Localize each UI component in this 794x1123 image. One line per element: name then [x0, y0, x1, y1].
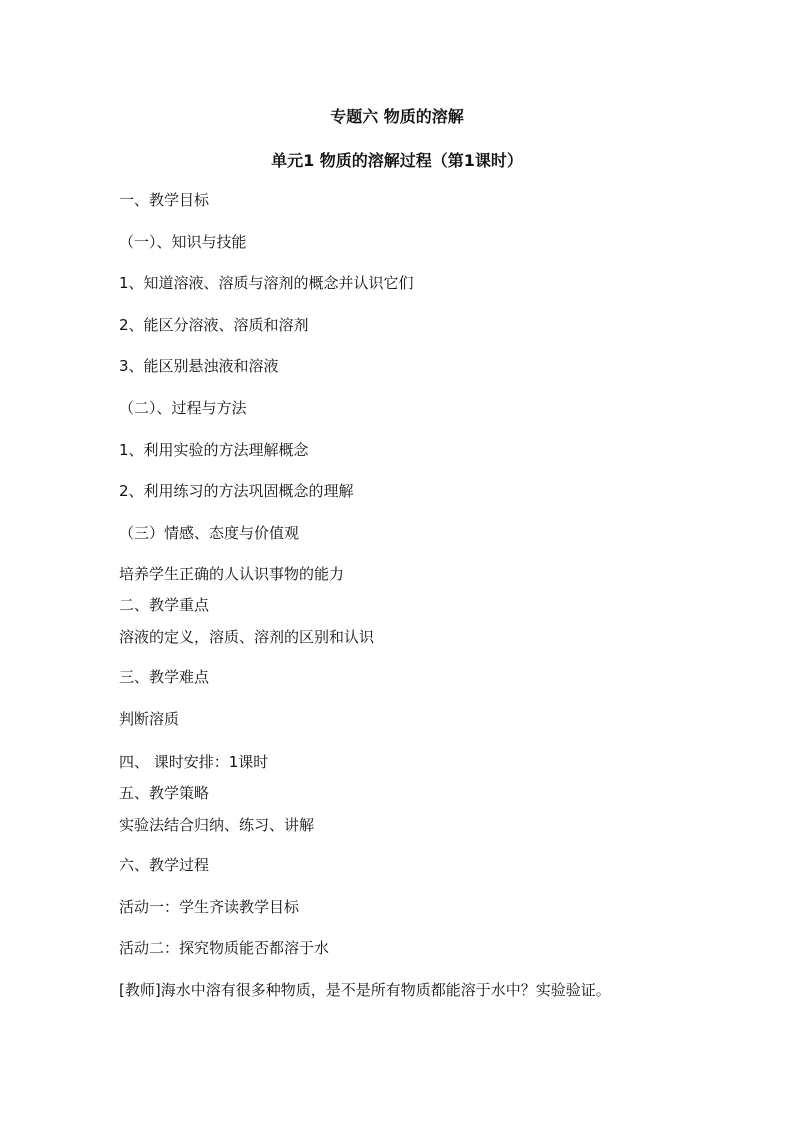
section-heading-difficulties: 三、教学难点: [119, 668, 210, 686]
paragraph-text: 实验法结合归纳、练习、讲解: [119, 816, 315, 834]
subsection-process-methods: （二）、过程与方法: [119, 399, 247, 417]
list-item: 3、能区别悬浊液和溶液: [119, 357, 279, 375]
list-item: 2、能区分溶液、溶质和溶剂: [119, 316, 309, 334]
section-heading-key-points: 二、教学重点: [119, 596, 210, 614]
activity-line: 活动二：探究物质能否都溶于水: [119, 939, 330, 957]
paragraph-text: [教师]海水中溶有很多种物质，是不是所有物质都能溶于水中？实验验证。: [119, 981, 611, 999]
subsection-emotion-attitude-values: （三）情感、态度与价值观: [119, 524, 300, 542]
list-item: 1、利用实验的方法理解概念: [119, 441, 309, 459]
subsection-knowledge-skills: （一）、知识与技能: [119, 233, 247, 251]
document-subtitle: 单元1 物质的溶解过程（第1课时）: [271, 151, 523, 170]
document-title: 专题六 物质的溶解: [330, 107, 464, 126]
paragraph-text: 判断溶质: [119, 710, 180, 728]
section-heading-strategy: 五、教学策略: [119, 784, 210, 802]
section-heading-objectives: 一、教学目标: [119, 191, 210, 209]
paragraph-text: 培养学生正确的人认识事物的能力: [119, 565, 345, 583]
activity-line: 活动一：学生齐读教学目标: [119, 898, 300, 916]
section-heading-process: 六、教学过程: [119, 856, 210, 874]
list-item: 2、利用练习的方法巩固概念的理解: [119, 482, 354, 500]
list-item: 1、知道溶液、溶质与溶剂的概念并认识它们: [119, 274, 414, 292]
section-heading-schedule: 四、 课时安排：1课时: [119, 753, 269, 771]
paragraph-text: 溶液的定义，溶质、溶剂的区别和认识: [119, 628, 375, 646]
